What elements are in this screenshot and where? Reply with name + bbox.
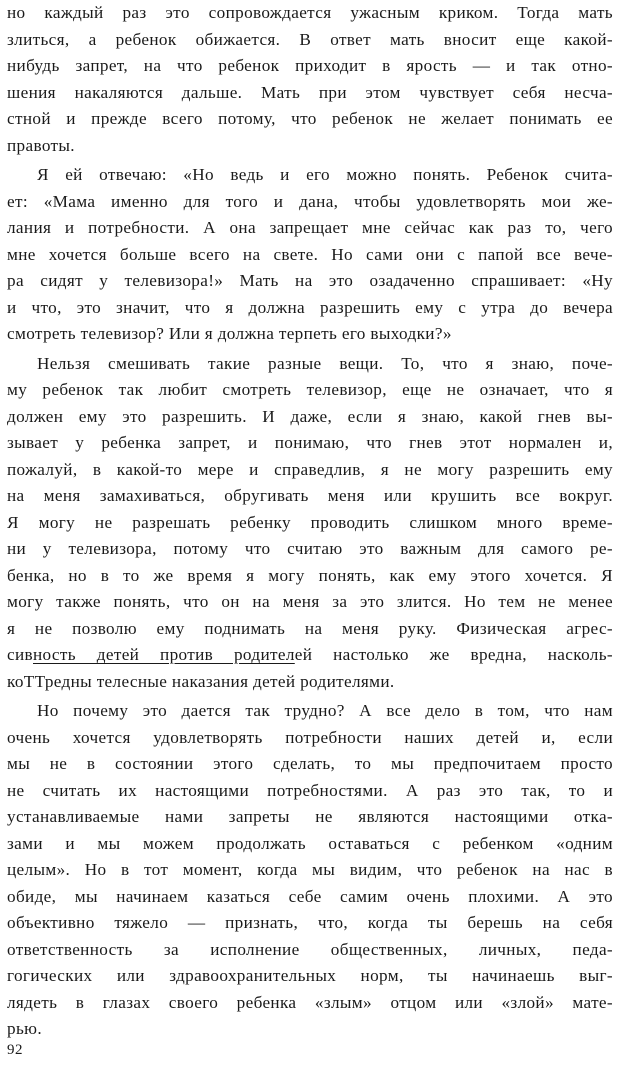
- text-line: коТТредны телесные наказания детей родителями.: [7, 671, 395, 691]
- text-segment: ей настолько же вредна, насколь-: [294, 645, 613, 664]
- text-line: бенка, но в то же время я могу понять, как ему этого хочется. Я: [7, 565, 613, 585]
- text-segment: сив: [7, 645, 33, 664]
- text-line: должен ему это разрешить. И даже, если я знаю, какой гнев вы-: [7, 406, 613, 426]
- text-line: я не позволю ему поднимать на меня руку. Физическая агрес-: [7, 618, 613, 638]
- text-line: Но почему это дается так трудно? А все дело в том, что нам: [37, 701, 613, 720]
- text-line: очень хочется удовлетворять потребности наших детей и, если: [7, 727, 613, 747]
- text-line: и что, это значит, что я должна разрешить ему с утра до вечера: [7, 297, 613, 317]
- underlined-text-segment: ность детей против родител: [33, 645, 295, 664]
- text-line: лания и потребности. А она запрещает мне сейчас как раз то, чего: [7, 218, 613, 237]
- text-line: стной и прежде всего потому, что ребенок не желает понимать ее: [7, 109, 613, 128]
- text-line: ра сидят у телевизора!» Мать на это озадаченно спрашивает: «Ну: [7, 271, 613, 290]
- page-number: 92: [7, 1042, 23, 1058]
- body-text: [7, 0, 613, 1043]
- text-line: но каждый раз это сопровождается ужасным криком. Тогда мать: [7, 3, 613, 22]
- text-line: Я ей отвечаю: «Но ведь и его можно понять. Ребенок счита-: [37, 165, 613, 184]
- text-line: нибудь запрет, на что ребенок приходит в ярость — и так отно-: [7, 56, 613, 75]
- text-line: злиться, а ребенок обижается. В ответ мать вносит еще какой-: [7, 29, 613, 49]
- text-line: му ребенок так любит смотреть телевизор, еще не означает, что я: [7, 380, 613, 399]
- text-line: обиде, мы начинаем казаться себе самим очень плохими. А это: [7, 886, 613, 906]
- text-line: на меня замахиваться, обругивать меня или крушить все вокруг.: [7, 486, 613, 505]
- paragraph: [7, 162, 613, 348]
- text-line: целым». Но в тот момент, когда мы видим, что ребенок на нас в: [7, 860, 613, 879]
- text-line: ответственность за исполнение общественных, личных, педа-: [7, 939, 613, 959]
- paragraph: [7, 698, 613, 1043]
- text-line: смотреть телевизор? Или я должна терпеть его выходки?»: [7, 324, 452, 343]
- text-line: мне хочется больше всего на свете. Но сами они с папой все вече-: [7, 244, 613, 264]
- text-line: ет: «Мама именно для того и дана, чтобы удовлетворять мои же-: [7, 191, 613, 211]
- text-line: зами и мы можем продолжать оставаться с ребенком «одним: [7, 833, 613, 853]
- text-line: не считать их настоящими потребностями. А раз это так, то и: [7, 780, 613, 800]
- paragraph: [7, 0, 613, 159]
- text-line: лядеть в глазах своего ребенка «злым» отцом или «злой» мате-: [7, 992, 613, 1012]
- text-line: устанавливаемые нами запреты не являются настоящими отка-: [7, 807, 613, 826]
- text-line: зывает у ребенка запрет, и понимаю, что гнев этот нормален и,: [7, 433, 613, 452]
- text-line: Нельзя смешивать такие разные вещи. То, что я знаю, поче-: [37, 353, 613, 373]
- paragraph: [7, 351, 613, 696]
- text-line: правоты.: [7, 135, 75, 155]
- text-line: мы не в состоянии этого сделать, то мы предпочитаем просто: [7, 754, 613, 773]
- text-line: ни у телевизора, потому что считаю это важным для самого ре-: [7, 539, 613, 558]
- text-line: [7, 642, 613, 669]
- text-line: могу также понять, что он на меня за это злится. Но тем не менее: [7, 592, 613, 611]
- text-line: объективно тяжело — признать, что, когда ты берешь на себя: [7, 913, 613, 932]
- text-line: рью.: [7, 1019, 42, 1038]
- text-line: Я могу не разрешать ребенку проводить слишком много време-: [7, 512, 613, 532]
- text-line: пожалуй, в какой-то мере и справедлив, я не могу разрешить ему: [7, 459, 613, 479]
- text-line: шения накаляются дальше. Мать при этом чувствует себя несча-: [7, 82, 613, 102]
- text-line: гогических или здравоохранительных норм, ты начинаешь выг-: [7, 966, 613, 985]
